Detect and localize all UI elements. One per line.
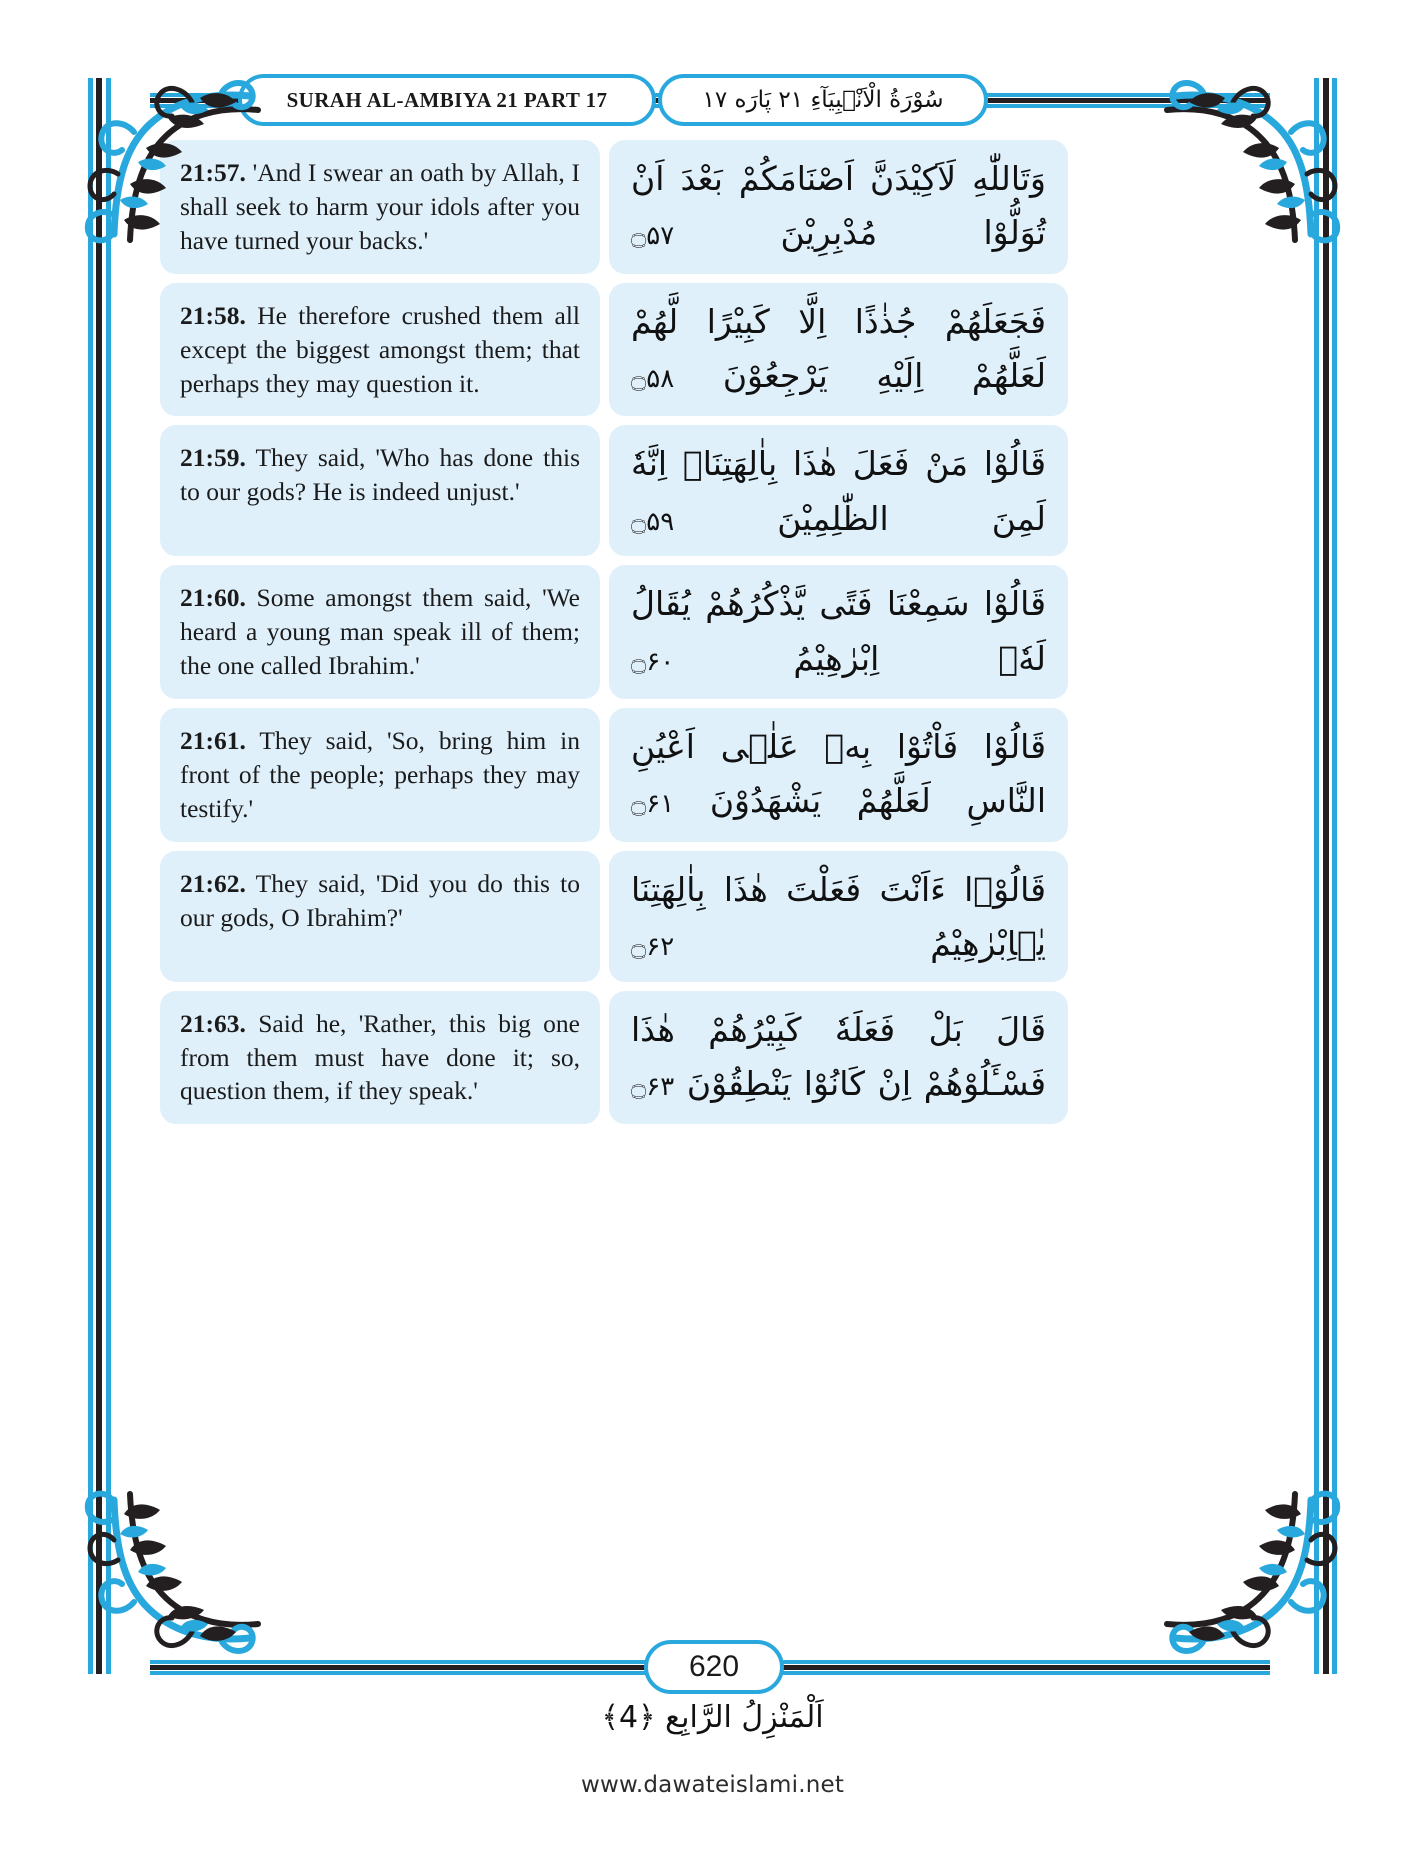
verse-translation-panel xyxy=(160,991,600,1125)
verse-translation-body: They said, 'So, bring him in front of the people; perhaps they may testify.' xyxy=(180,726,581,823)
ayah-end-marker: ۝۶۳ xyxy=(631,1072,675,1103)
verse-translation-text xyxy=(180,1007,580,1109)
verse-arabic-text xyxy=(631,1003,1046,1112)
verse-translation-text xyxy=(180,581,580,683)
verse-arabic-panel xyxy=(609,708,1068,842)
verse-arabic-text xyxy=(631,152,1046,261)
verse-list xyxy=(160,140,1268,1635)
verse-translation-body: 'And I swear an oath by Allah, I shall seek to harm your idols after you have turned your backs.' xyxy=(180,158,580,255)
ayah-end-marker: ۝۵۹ xyxy=(631,506,675,537)
verse-translation-text xyxy=(180,724,580,826)
verse-translation-text xyxy=(180,156,580,258)
verse-arabic-body: وَتَاللّٰهِ لَاَكِیْدَنَّ اَصْنَامَكُمْ بَعْدَ اَنْ تُوَلُّوْا مُدْبِرِیْنَ xyxy=(631,159,1046,253)
verse-translation-panel xyxy=(160,283,600,417)
verse-arabic-body: قَالَ بَلْ فَعَلَهٗ كَبِیْرُهُمْ هٰذَا فَسْـَٔلُوْهُمْ اِنْ كَانُوْا یَنْطِقُوْنَ xyxy=(631,1009,1046,1104)
verse-arabic-panel xyxy=(609,283,1068,417)
verse-reference: 21:61. xyxy=(180,726,246,756)
verse-arabic-body: قَالُوْا مَنْ فَعَلَ هٰذَا بِاٰلِهَتِنَاۤ اِنَّهٗ لَمِنَ الظّٰلِمِیْنَ xyxy=(631,444,1046,538)
ayah-end-marker: ۝۶۰ xyxy=(631,646,675,677)
verse-translation-body: Said he, 'Rather, this big one from them must have done it; so, question them, if they speak.' xyxy=(180,1008,581,1106)
verse-translation-body: They said, 'Did you do this to our gods, O Ibrahim?' xyxy=(180,868,580,932)
verse-reference: 21:63. xyxy=(180,1008,246,1038)
verse-row xyxy=(160,991,1268,1125)
verse-arabic-text xyxy=(631,577,1046,686)
verse-reference: 21:58. xyxy=(180,300,246,330)
verse-arabic-text xyxy=(631,720,1046,829)
verse-reference: 21:60. xyxy=(180,583,246,613)
surah-title-arabic-text: سُوْرَةُ الْاَنْۢبِیَآءِ ٢١ پَارَه ١٧ xyxy=(702,86,944,113)
ayah-end-marker: ۝۵۸ xyxy=(631,364,675,395)
website-url[interactable]: www.dawateislami.net xyxy=(580,1772,845,1798)
verse-translation-panel xyxy=(160,140,600,274)
verse-row xyxy=(160,851,1268,982)
verse-row xyxy=(160,708,1268,842)
verse-translation-panel xyxy=(160,565,600,699)
ayah-end-marker: ۝۵۷ xyxy=(631,221,675,252)
page-number-text: 620 xyxy=(688,1650,740,1683)
verse-translation-body: They said, 'Who has done this to our gods? He is indeed unjust.' xyxy=(180,443,580,507)
page-number-badge xyxy=(644,1640,784,1694)
verse-reference: 21:62. xyxy=(180,868,246,898)
manzil-label: اَلْمَنْزِلُ الرَّابِع ﴿4﴾ xyxy=(601,1700,824,1735)
verse-translation-text xyxy=(180,299,580,401)
verse-translation-body: He therefore crushed them all except the biggest amongst them; that perhaps they may question it. xyxy=(180,300,581,398)
verse-translation-panel xyxy=(160,708,600,842)
verse-arabic-panel xyxy=(609,991,1068,1125)
verse-arabic-panel xyxy=(609,425,1068,556)
verse-translation-panel xyxy=(160,425,600,556)
ayah-end-marker: ۝۶۱ xyxy=(631,789,675,820)
verse-arabic-body: فَجَعَلَهُمْ جُذٰذًا اِلَّا كَبِیْرًا لَّهُمْ لَعَلَّهُمْ اِلَیْهِ یَرْجِعُوْنَ xyxy=(631,301,1047,396)
verse-arabic-text xyxy=(631,295,1046,404)
verse-row xyxy=(160,283,1268,417)
verse-row xyxy=(160,565,1268,699)
verse-row xyxy=(160,425,1268,556)
verse-arabic-body: قَالُوْا فَاْتُوْا بِهٖ عَلٰۤى اَعْیُنِ النَّاسِ لَعَلَّهُمْ یَشْهَدُوْنَ xyxy=(631,727,1046,821)
ayah-end-marker: ۝۶۲ xyxy=(631,932,675,963)
verse-arabic-body: قَالُوْا سَمِعْنَا فَتًى یَّذْكُرُهُمْ یُقَالُ لَهٗۤ اِبْرٰهِیْمُ xyxy=(631,584,1046,678)
verse-arabic-panel xyxy=(609,565,1068,699)
verse-arabic-text xyxy=(631,863,1046,972)
verse-translation-body: Some amongst them said, 'We heard a young man speak ill of them; the one called Ibrahim.' xyxy=(180,583,581,681)
verse-reference: 21:57. xyxy=(180,158,246,187)
verse-row xyxy=(160,140,1268,274)
verse-translation-text xyxy=(180,867,580,935)
surah-title-english xyxy=(238,74,656,126)
verse-translation-panel xyxy=(160,851,600,982)
surah-title-english-text: SURAH AL-AMBIYA 21 PART 17 xyxy=(286,87,608,112)
surah-title-arabic xyxy=(658,74,988,126)
verse-arabic-body: قَالُوْۤا ءَاَنْتَ فَعَلْتَ هٰذَا بِاٰلِهَتِنَا یٰۤاِبْرٰهِیْمُ xyxy=(631,869,1046,964)
verse-arabic-panel xyxy=(609,851,1068,982)
verse-translation-text xyxy=(180,441,580,509)
verse-arabic-panel xyxy=(609,140,1068,274)
verse-arabic-text xyxy=(631,437,1046,546)
verse-reference: 21:59. xyxy=(180,443,246,473)
